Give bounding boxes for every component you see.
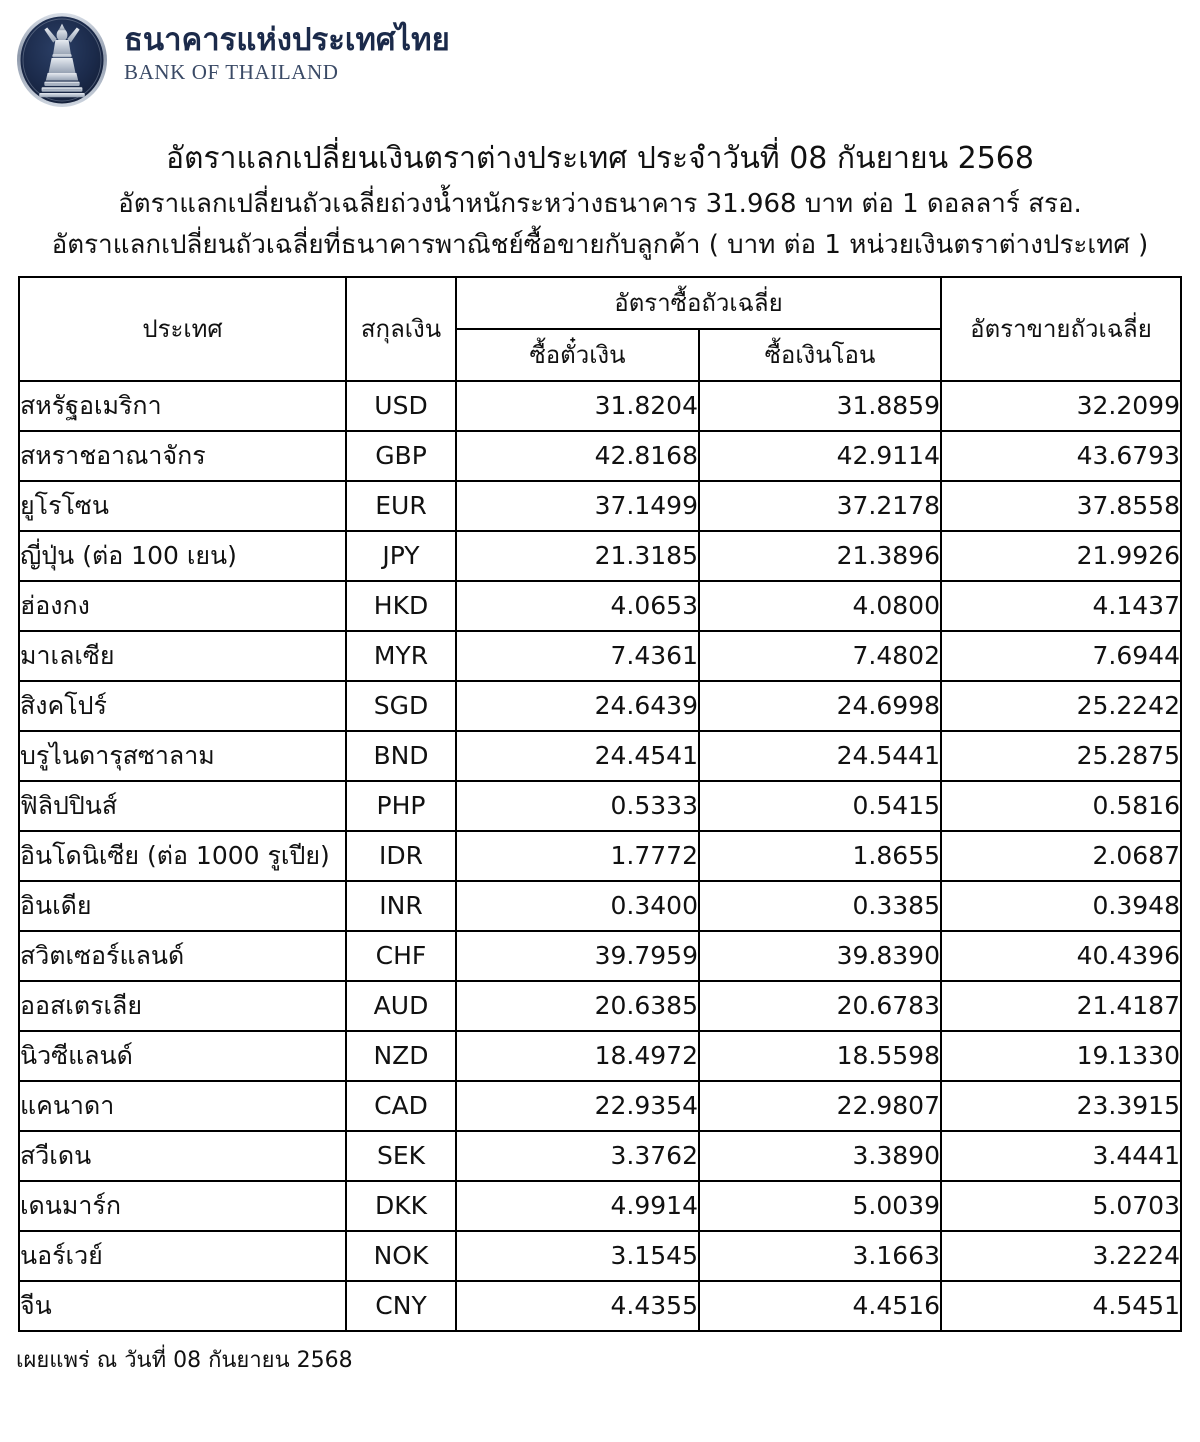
column-header-selling: อัตราขายถัวเฉลี่ย — [941, 277, 1181, 381]
cell-country: นอร์เวย์ — [19, 1231, 346, 1281]
cell-currency-code: SEK — [346, 1131, 456, 1181]
cell-buy-transfer: 39.8390 — [699, 931, 941, 981]
cell-buy-bill: 24.6439 — [456, 681, 699, 731]
cell-sell: 32.2099 — [941, 381, 1181, 431]
cell-currency-code: CNY — [346, 1281, 456, 1331]
table-row — [19, 381, 1181, 431]
organization-name-english: BANK OF THAILAND — [124, 60, 339, 85]
cell-buy-bill: 22.9354 — [456, 1081, 699, 1131]
cell-currency-code: CAD — [346, 1081, 456, 1131]
table-row — [19, 581, 1181, 631]
column-header-currency: สกุลเงิน — [346, 277, 456, 381]
cell-buy-transfer: 37.2178 — [699, 481, 941, 531]
cell-country: สวิตเซอร์แลนด์ — [19, 931, 346, 981]
cell-country: ฟิลิปปินส์ — [19, 781, 346, 831]
cell-sell: 21.9926 — [941, 531, 1181, 581]
table-row — [19, 1031, 1181, 1081]
cell-country: จีน — [19, 1281, 346, 1331]
bank-of-thailand-seal-icon — [14, 10, 110, 110]
cell-buy-transfer: 4.4516 — [699, 1281, 941, 1331]
cell-country: ยูโรโซน — [19, 481, 346, 531]
table-header — [19, 277, 1181, 381]
cell-sell: 4.5451 — [941, 1281, 1181, 1331]
cell-buy-bill: 21.3185 — [456, 531, 699, 581]
table-row — [19, 1231, 1181, 1281]
column-header-buying-transfer: ซื้อเงินโอน — [699, 329, 941, 381]
cell-sell: 7.6944 — [941, 631, 1181, 681]
cell-buy-transfer: 3.1663 — [699, 1231, 941, 1281]
cell-buy-transfer: 0.5415 — [699, 781, 941, 831]
cell-buy-bill: 1.7772 — [456, 831, 699, 881]
commercial-bank-rate-note: อัตราแลกเปลี่ยนถัวเฉลี่ยที่ธนาคารพาณิชย์ซื้อขายกับลูกค้า ( บาท ต่อ 1 หน่วยเงินตราต่างประเทศ ) — [51, 230, 1149, 261]
cell-country: สิงคโปร์ — [19, 681, 346, 731]
cell-sell: 37.8558 — [941, 481, 1181, 531]
interbank-weighted-average-rate-note: อัตราแลกเปลี่ยนถัวเฉลี่ยถ่วงน้ำหนักระหว่างธนาคาร 31.968 บาท ต่อ 1 ดอลลาร์ สรอ. — [118, 188, 1082, 219]
cell-buy-transfer: 1.8655 — [699, 831, 941, 881]
table-row — [19, 831, 1181, 881]
cell-country: สหรัฐอเมริกา — [19, 381, 346, 431]
cell-currency-code: MYR — [346, 631, 456, 681]
cell-buy-bill: 4.0653 — [456, 581, 699, 631]
cell-country: เดนมาร์ก — [19, 1181, 346, 1231]
cell-currency-code: SGD — [346, 681, 456, 731]
table-row — [19, 1131, 1181, 1181]
cell-buy-bill: 20.6385 — [456, 981, 699, 1031]
cell-buy-transfer: 7.4802 — [699, 631, 941, 681]
cell-buy-transfer: 20.6783 — [699, 981, 941, 1031]
cell-country: ฮ่องกง — [19, 581, 346, 631]
cell-buy-bill: 0.3400 — [456, 881, 699, 931]
cell-sell: 40.4396 — [941, 931, 1181, 981]
cell-currency-code: NZD — [346, 1031, 456, 1081]
cell-buy-transfer: 21.3896 — [699, 531, 941, 581]
cell-buy-bill: 24.4541 — [456, 731, 699, 781]
cell-buy-transfer: 3.3890 — [699, 1131, 941, 1181]
cell-sell: 0.5816 — [941, 781, 1181, 831]
cell-currency-code: CHF — [346, 931, 456, 981]
cell-buy-bill: 37.1499 — [456, 481, 699, 531]
cell-buy-transfer: 24.6998 — [699, 681, 941, 731]
cell-buy-bill: 3.3762 — [456, 1131, 699, 1181]
page-title: อัตราแลกเปลี่ยนเงินตราต่างประเทศ ประจำวันที่ 08 กันยายน 2568 — [166, 141, 1034, 176]
cell-sell: 5.0703 — [941, 1181, 1181, 1231]
cell-buy-transfer: 31.8859 — [699, 381, 941, 431]
cell-sell: 25.2242 — [941, 681, 1181, 731]
table-row — [19, 431, 1181, 481]
cell-country: อินเดีย — [19, 881, 346, 931]
cell-sell: 0.3948 — [941, 881, 1181, 931]
cell-buy-bill: 42.8168 — [456, 431, 699, 481]
cell-country: สหราชอาณาจักร — [19, 431, 346, 481]
cell-sell: 4.1437 — [941, 581, 1181, 631]
organization-name-thai: ธนาคารแห่งประเทศไทย — [124, 22, 450, 58]
cell-buy-bill: 7.4361 — [456, 631, 699, 681]
table-body — [19, 381, 1181, 1331]
table-row — [19, 1081, 1181, 1131]
exchange-rate-table — [18, 276, 1182, 1332]
page-titles — [0, 112, 1200, 260]
table-row — [19, 631, 1181, 681]
cell-currency-code: IDR — [346, 831, 456, 881]
cell-country: แคนาดา — [19, 1081, 346, 1131]
table-row — [19, 781, 1181, 831]
cell-sell: 43.6793 — [941, 431, 1181, 481]
cell-buy-bill: 3.1545 — [456, 1231, 699, 1281]
table-row — [19, 531, 1181, 581]
cell-country: อินโดนิเซีย (ต่อ 1000 รูเปีย) — [19, 831, 346, 881]
table-row — [19, 881, 1181, 931]
cell-sell: 3.4441 — [941, 1131, 1181, 1181]
cell-currency-code: NOK — [346, 1231, 456, 1281]
brand-text — [124, 10, 450, 86]
table-row — [19, 481, 1181, 531]
cell-buy-transfer: 42.9114 — [699, 431, 941, 481]
cell-currency-code: GBP — [346, 431, 456, 481]
table-row — [19, 681, 1181, 731]
cell-buy-transfer: 22.9807 — [699, 1081, 941, 1131]
cell-buy-bill: 39.7959 — [456, 931, 699, 981]
exchange-rate-table-wrapper — [18, 276, 1180, 1332]
cell-currency-code: BND — [346, 731, 456, 781]
cell-currency-code: PHP — [346, 781, 456, 831]
masthead — [0, 0, 1200, 112]
cell-country: นิวซีแลนด์ — [19, 1031, 346, 1081]
cell-currency-code: DKK — [346, 1181, 456, 1231]
cell-buy-bill: 0.5333 — [456, 781, 699, 831]
cell-currency-code: JPY — [346, 531, 456, 581]
cell-sell: 3.2224 — [941, 1231, 1181, 1281]
table-row — [19, 1281, 1181, 1331]
cell-country: ออสเตรเลีย — [19, 981, 346, 1031]
cell-buy-bill: 31.8204 — [456, 381, 699, 431]
cell-sell: 25.2875 — [941, 731, 1181, 781]
cell-buy-transfer: 5.0039 — [699, 1181, 941, 1231]
cell-country: ญี่ปุ่น (ต่อ 100 เยน) — [19, 531, 346, 581]
cell-sell: 23.3915 — [941, 1081, 1181, 1131]
cell-currency-code: AUD — [346, 981, 456, 1031]
cell-currency-code: EUR — [346, 481, 456, 531]
cell-buy-bill: 4.4355 — [456, 1281, 699, 1331]
cell-buy-bill: 4.9914 — [456, 1181, 699, 1231]
cell-country: มาเลเซีย — [19, 631, 346, 681]
table-row — [19, 931, 1181, 981]
table-row — [19, 731, 1181, 781]
table-header-row-primary — [19, 277, 1181, 329]
column-header-buying-sight-bill: ซื้อตั๋วเงิน — [456, 329, 699, 381]
cell-currency-code: USD — [346, 381, 456, 431]
cell-sell: 19.1330 — [941, 1031, 1181, 1081]
cell-sell: 2.0687 — [941, 831, 1181, 881]
cell-currency-code: HKD — [346, 581, 456, 631]
table-row — [19, 1181, 1181, 1231]
cell-buy-transfer: 4.0800 — [699, 581, 941, 631]
table-row — [19, 981, 1181, 1031]
cell-country: บรูไนดารุสซาลาม — [19, 731, 346, 781]
cell-currency-code: INR — [346, 881, 456, 931]
cell-buy-bill: 18.4972 — [456, 1031, 699, 1081]
cell-buy-transfer: 24.5441 — [699, 731, 941, 781]
column-header-country: ประเทศ — [19, 277, 346, 381]
cell-sell: 21.4187 — [941, 981, 1181, 1031]
cell-country: สวีเดน — [19, 1131, 346, 1181]
cell-buy-transfer: 18.5598 — [699, 1031, 941, 1081]
publication-date: เผยแพร่ ณ วันที่ 08 กันยายน 2568 — [16, 1347, 353, 1373]
column-header-buying-group: อัตราซื้อถัวเฉลี่ย — [456, 277, 941, 329]
cell-buy-transfer: 0.3385 — [699, 881, 941, 931]
